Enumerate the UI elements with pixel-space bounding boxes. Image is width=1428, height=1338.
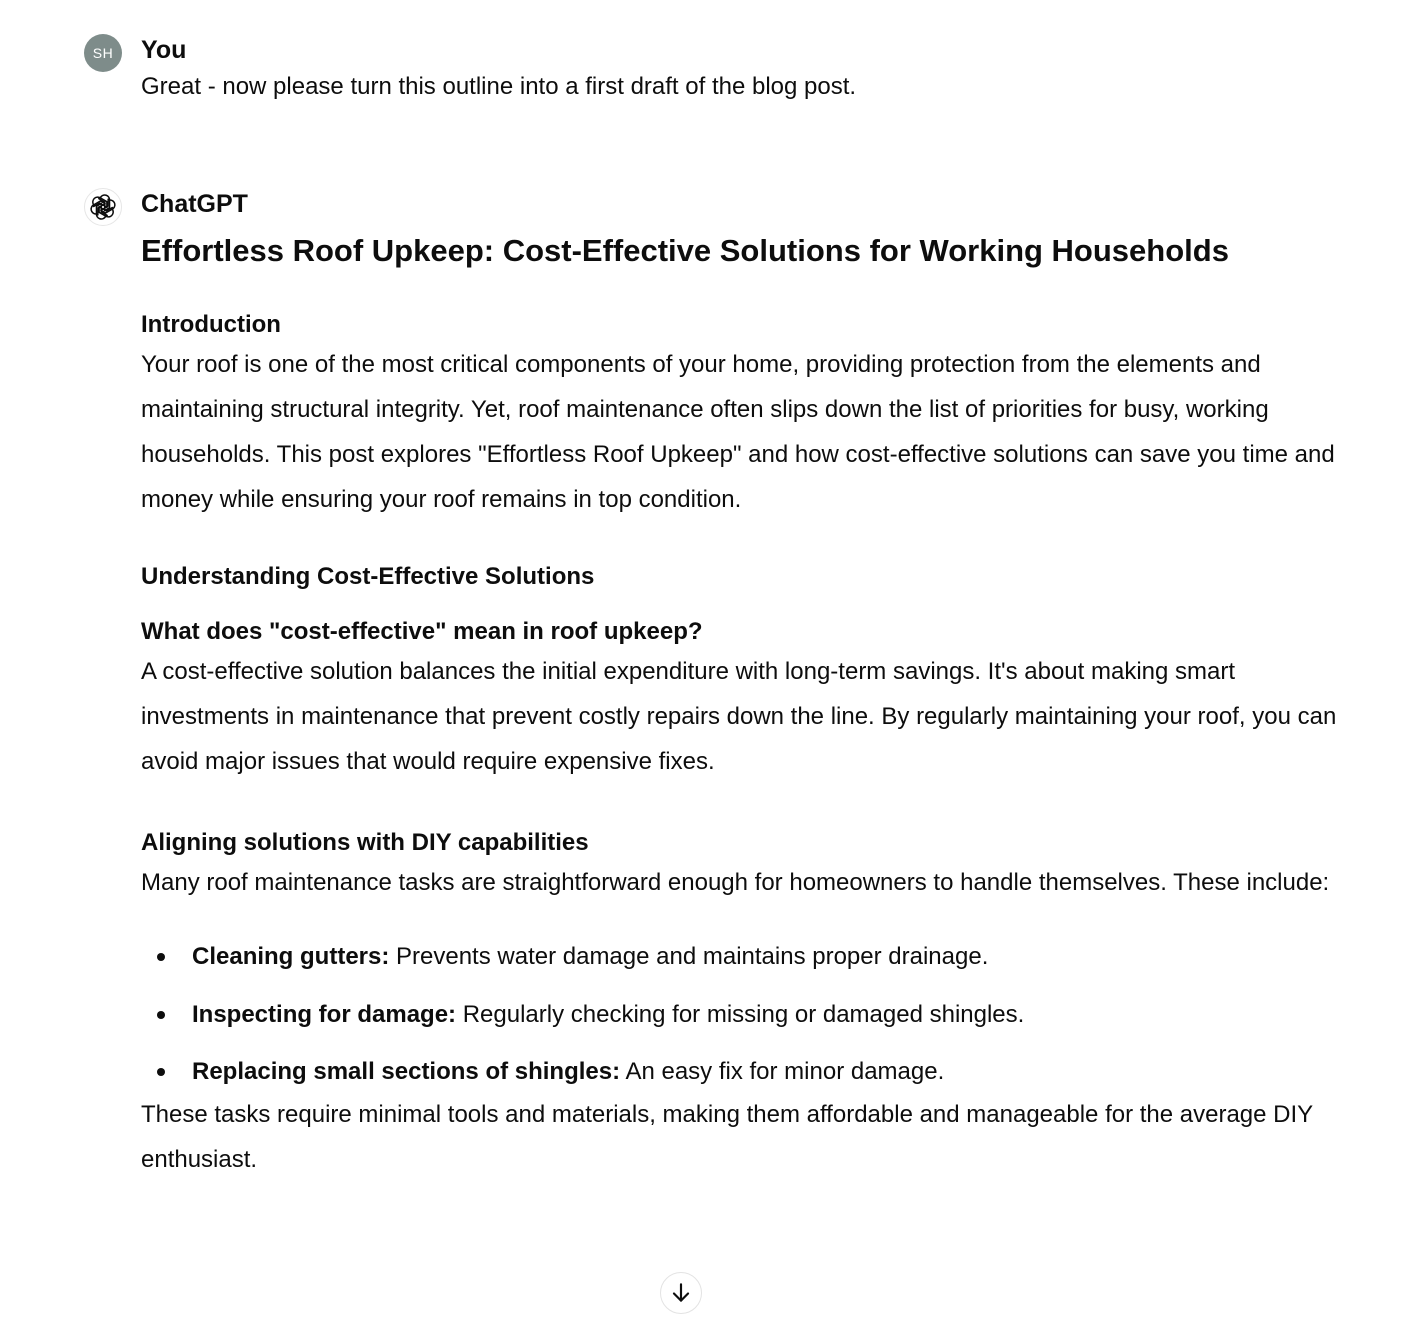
user-message-text: Great - now please turn this outline into a first draft of the blog post. (141, 73, 857, 100)
bullet-dot (157, 1068, 165, 1076)
user-author-name: You (141, 36, 187, 64)
user-avatar[interactable] (84, 34, 122, 72)
user-message-content (141, 32, 1338, 106)
closing-paragraph: These tasks require minimal tools and materials, making them affordable and manageable for the average DIY enthusiast. (141, 1101, 1313, 1173)
scroll-to-bottom-button[interactable] (660, 1272, 702, 1314)
subheading-cost-effective: What does "cost-effective" mean in roof upkeep? (141, 618, 703, 645)
section-heading: Understanding Cost-Effective Solutions (141, 563, 595, 590)
assistant-avatar (84, 188, 122, 226)
list-item-text: Prevents water damage and maintains proper drainage. (389, 943, 989, 970)
list-item-bold: Inspecting for damage: (192, 1000, 457, 1028)
post-title: Effortless Roof Upkeep: Cost-Effective Solutions for Working Households (141, 233, 1229, 268)
cost-effective-paragraph: A cost-effective solution balances the initial expenditure with long-term savings. It's about making smart investments in maintenance that prevent costly repairs down the line. By regularly maintaining your roof, you can avoid major issues that would require expensive fixes. (141, 658, 1337, 775)
list-item (141, 937, 1338, 977)
bullet-dot (157, 1011, 165, 1019)
bullet-dot (157, 953, 165, 961)
list-item-text: Regularly checking for missing or damaged shingles. (456, 1000, 1025, 1028)
subheading-diy: Aligning solutions with DIY capabilities (141, 829, 589, 856)
list-item-bold: Replacing small sections of shingles: (192, 1058, 621, 1085)
assistant-message-content (141, 186, 1338, 1182)
user-avatar-initials: SH (92, 45, 114, 61)
list-item-bold: Cleaning gutters: (192, 943, 390, 970)
assistant-message (84, 186, 1338, 1182)
diy-paragraph: Many roof maintenance tasks are straightforward enough for homeowners to handle themselves. These include: (141, 869, 1330, 896)
intro-heading: Introduction (141, 311, 281, 338)
openai-logo-icon (89, 193, 117, 221)
task-list (141, 937, 1338, 1092)
intro-paragraph: Your roof is one of the most critical components of your home, providing protection from the elements and maintaining structural integrity. Yet, roof maintenance often slips down the list of priorities for busy, working households. This post explores "Effortless Roof Upkeep" and how cost-effective solutions can save you time and money while ensuring your roof remains in top condition. (141, 351, 1335, 513)
list-item (141, 1052, 1338, 1092)
assistant-author-name: ChatGPT (141, 190, 248, 218)
user-message (84, 32, 1338, 106)
list-item (141, 995, 1338, 1035)
arrow-down-icon (668, 1280, 694, 1306)
list-item-text: An easy fix for minor damage. (620, 1058, 945, 1085)
